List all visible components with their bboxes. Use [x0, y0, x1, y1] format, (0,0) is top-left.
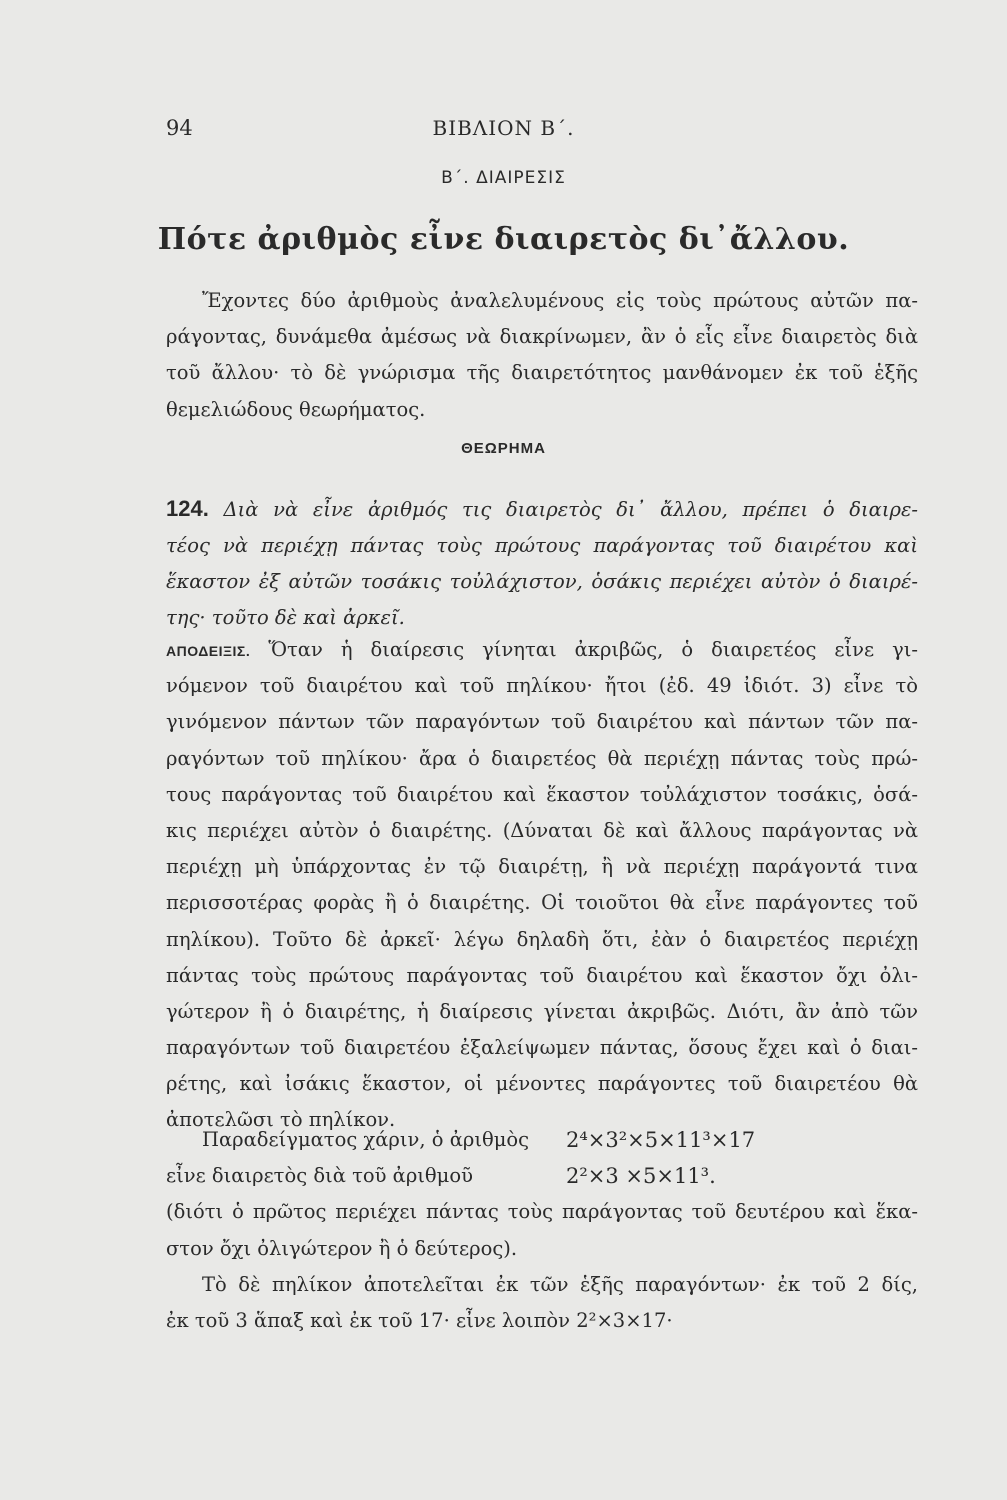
text-line: κις περιέχει αὐτὸν ὁ διαιρέτης. (Δύναται δὲ καὶ ἄλλους παράγοντας νὰ — [166, 818, 918, 842]
text-line: ραγόντων τοῦ πηλίκου· ἄρα ὁ διαιρετέος θὰ περιέχῃ πάντας τοὺς πρώ- — [166, 746, 918, 770]
section-label: Β΄. ΔΙΑΙΡΕΣΙΣ — [441, 168, 566, 188]
text-line: γώτερον ἢ ὁ διαιρέτης, ἡ διαίρεσις γίνεται ἀκριβῶς. Διότι, ἂν ἀπὸ τῶν — [166, 999, 918, 1023]
text-line: τοῦ ἄλλου· τὸ δὲ γνώρισμα τῆς διαιρετότητος μανθάνομεν ἐκ τοῦ ἑξῆς — [166, 361, 918, 385]
page-header — [0, 116, 1007, 146]
example-paragraph — [166, 1122, 918, 1339]
text-line — [166, 490, 918, 528]
example-line-2 — [166, 1158, 918, 1194]
text-line: ἐκ τοῦ 3 ἅπαξ καὶ ἐκ τοῦ 17· εἶνε λοιπὸν 2²×3×17· — [166, 1308, 673, 1332]
text-line: τέος νὰ περιέχῃ πάντας τοὺς πρώτους παράγοντας τοῦ διαιρέτου καὶ — [166, 534, 918, 557]
text-line: ἀποτελῶσι τὸ πηλίκον. — [166, 1108, 396, 1132]
theorem-number: 124. — [166, 496, 209, 521]
text-line: νόμενον τοῦ διαιρέτου καὶ τοῦ πηλίκου· ἤτοι (ἐδ. 49 ἰδιότ. 3) εἶνε τὸ — [166, 674, 918, 698]
theorem-first-line: Διὰ νὰ εἶνε ἀριθμός τις διαιρετὸς δι᾿ ἄλλου, πρέπει ὁ διαιρε- — [223, 498, 918, 521]
proof-label: ΑΠΟΔΕΙΞΙΣ. — [166, 643, 251, 659]
text-line: περιέχῃ μὴ ὑπάρχοντας ἐν τῷ διαιρέτῃ, ἢ νὰ περιέχῃ παράγοντά τινα — [166, 855, 918, 879]
example-line-1 — [166, 1122, 918, 1158]
text-line: θεμελιώδους θεωρήματος. — [166, 397, 426, 421]
text-line: Τὸ δὲ πηλίκον ἀποτελεῖται ἐκ τῶν ἑξῆς παραγόντων· ἐκ τοῦ 2 δίς, — [202, 1272, 918, 1296]
text-line: παραγόντων τοῦ διαιρετέου ἐξαλείψωμεν πάντας, ὅσους ἔχει καὶ ὁ διαι- — [166, 1036, 918, 1060]
formula-divisor: 2²×3 ×5×11³. — [566, 1164, 716, 1189]
text-line: ράγοντας, δυνάμεθα ἀμέσως νὰ διακρίνωμεν, ἂν ὁ εἷς εἶνε διαιρετὸς διὰ — [166, 325, 918, 349]
page-title: Πότε ἀριθμὸς εἶνε διαιρετὸς δι᾿ἄλλου. — [157, 222, 850, 257]
proof-first-line: Ὅταν ἡ διαίρεσις γίνηται ἀκριβῶς, ὁ διαιρετέος εἶνε γι- — [268, 638, 918, 661]
text-line: Ἔχοντες δύο ἀριθμοὺς ἀναλελυμένους εἰς τοὺς πρώτους αὐτῶν πα- — [202, 289, 918, 312]
text-line — [166, 632, 918, 668]
text-line: γινόμενον πάντων τῶν παραγόντων τοῦ διαιρέτου καὶ πάντων τῶν πα- — [166, 710, 918, 734]
text-line: ρέτης, καὶ ἰσάκις ἕκαστον, οἱ μένοντες παράγοντες τοῦ διαιρετέου θὰ — [166, 1072, 918, 1096]
theorem-heading: ΘΕΩΡΗΜΑ — [461, 440, 546, 457]
text-line: περισσοτέρας φορὰς ἢ ὁ διαιρέτης. Οἱ τοιοῦτοι θὰ εἶνε παράγοντες τοῦ — [166, 891, 918, 915]
text-line: τους παράγοντας τοῦ διαιρέτου καὶ ἕκαστον τοὐλάχιστον τοσάκις, ὁσά- — [166, 782, 918, 806]
text-line: πάντας τοὺς πρώτους παράγοντας τοῦ διαιρέτου καὶ ἕκαστον ὄχι ὀλι- — [166, 963, 918, 987]
text-line: της· τοῦτο δὲ καὶ ἀρκεῖ. — [166, 606, 405, 630]
theorem-statement — [166, 490, 918, 637]
text-line: στον ὄχι ὀλιγώτερον ἢ ὁ δεύτερος). — [166, 1236, 518, 1260]
intro-paragraph — [166, 283, 918, 428]
example-text: Παραδείγματος χάριν, ὁ ἀριθμὸς — [202, 1128, 530, 1151]
formula-dividend: 2⁴×3²×5×11³×17 — [566, 1128, 756, 1152]
running-head: ΒΙΒΛΙΟΝ Β΄. — [432, 116, 575, 140]
text-line: πηλίκου). Τοῦτο δὲ ἀρκεῖ· λέγω δηλαδὴ ὅτι, ἐὰν ὁ διαιρετέος περιέχῃ — [166, 927, 918, 951]
text-line: ἕκαστον ἐξ αὐτῶν τοσάκις τοὐλάχιστον, ὁσάκις περιέχει αὐτὸν ὁ διαιρέ- — [166, 570, 918, 594]
text-line: (διότι ὁ πρῶτος περιέχει πάντας τοὺς παράγοντας τοῦ δευτέρου καὶ ἕκα- — [166, 1200, 918, 1224]
page-number: 94 — [166, 116, 193, 140]
example-text: εἶνε διαιρετὸς διὰ τοῦ ἀριθμοῦ — [166, 1164, 473, 1188]
proof-paragraph — [166, 632, 918, 1139]
